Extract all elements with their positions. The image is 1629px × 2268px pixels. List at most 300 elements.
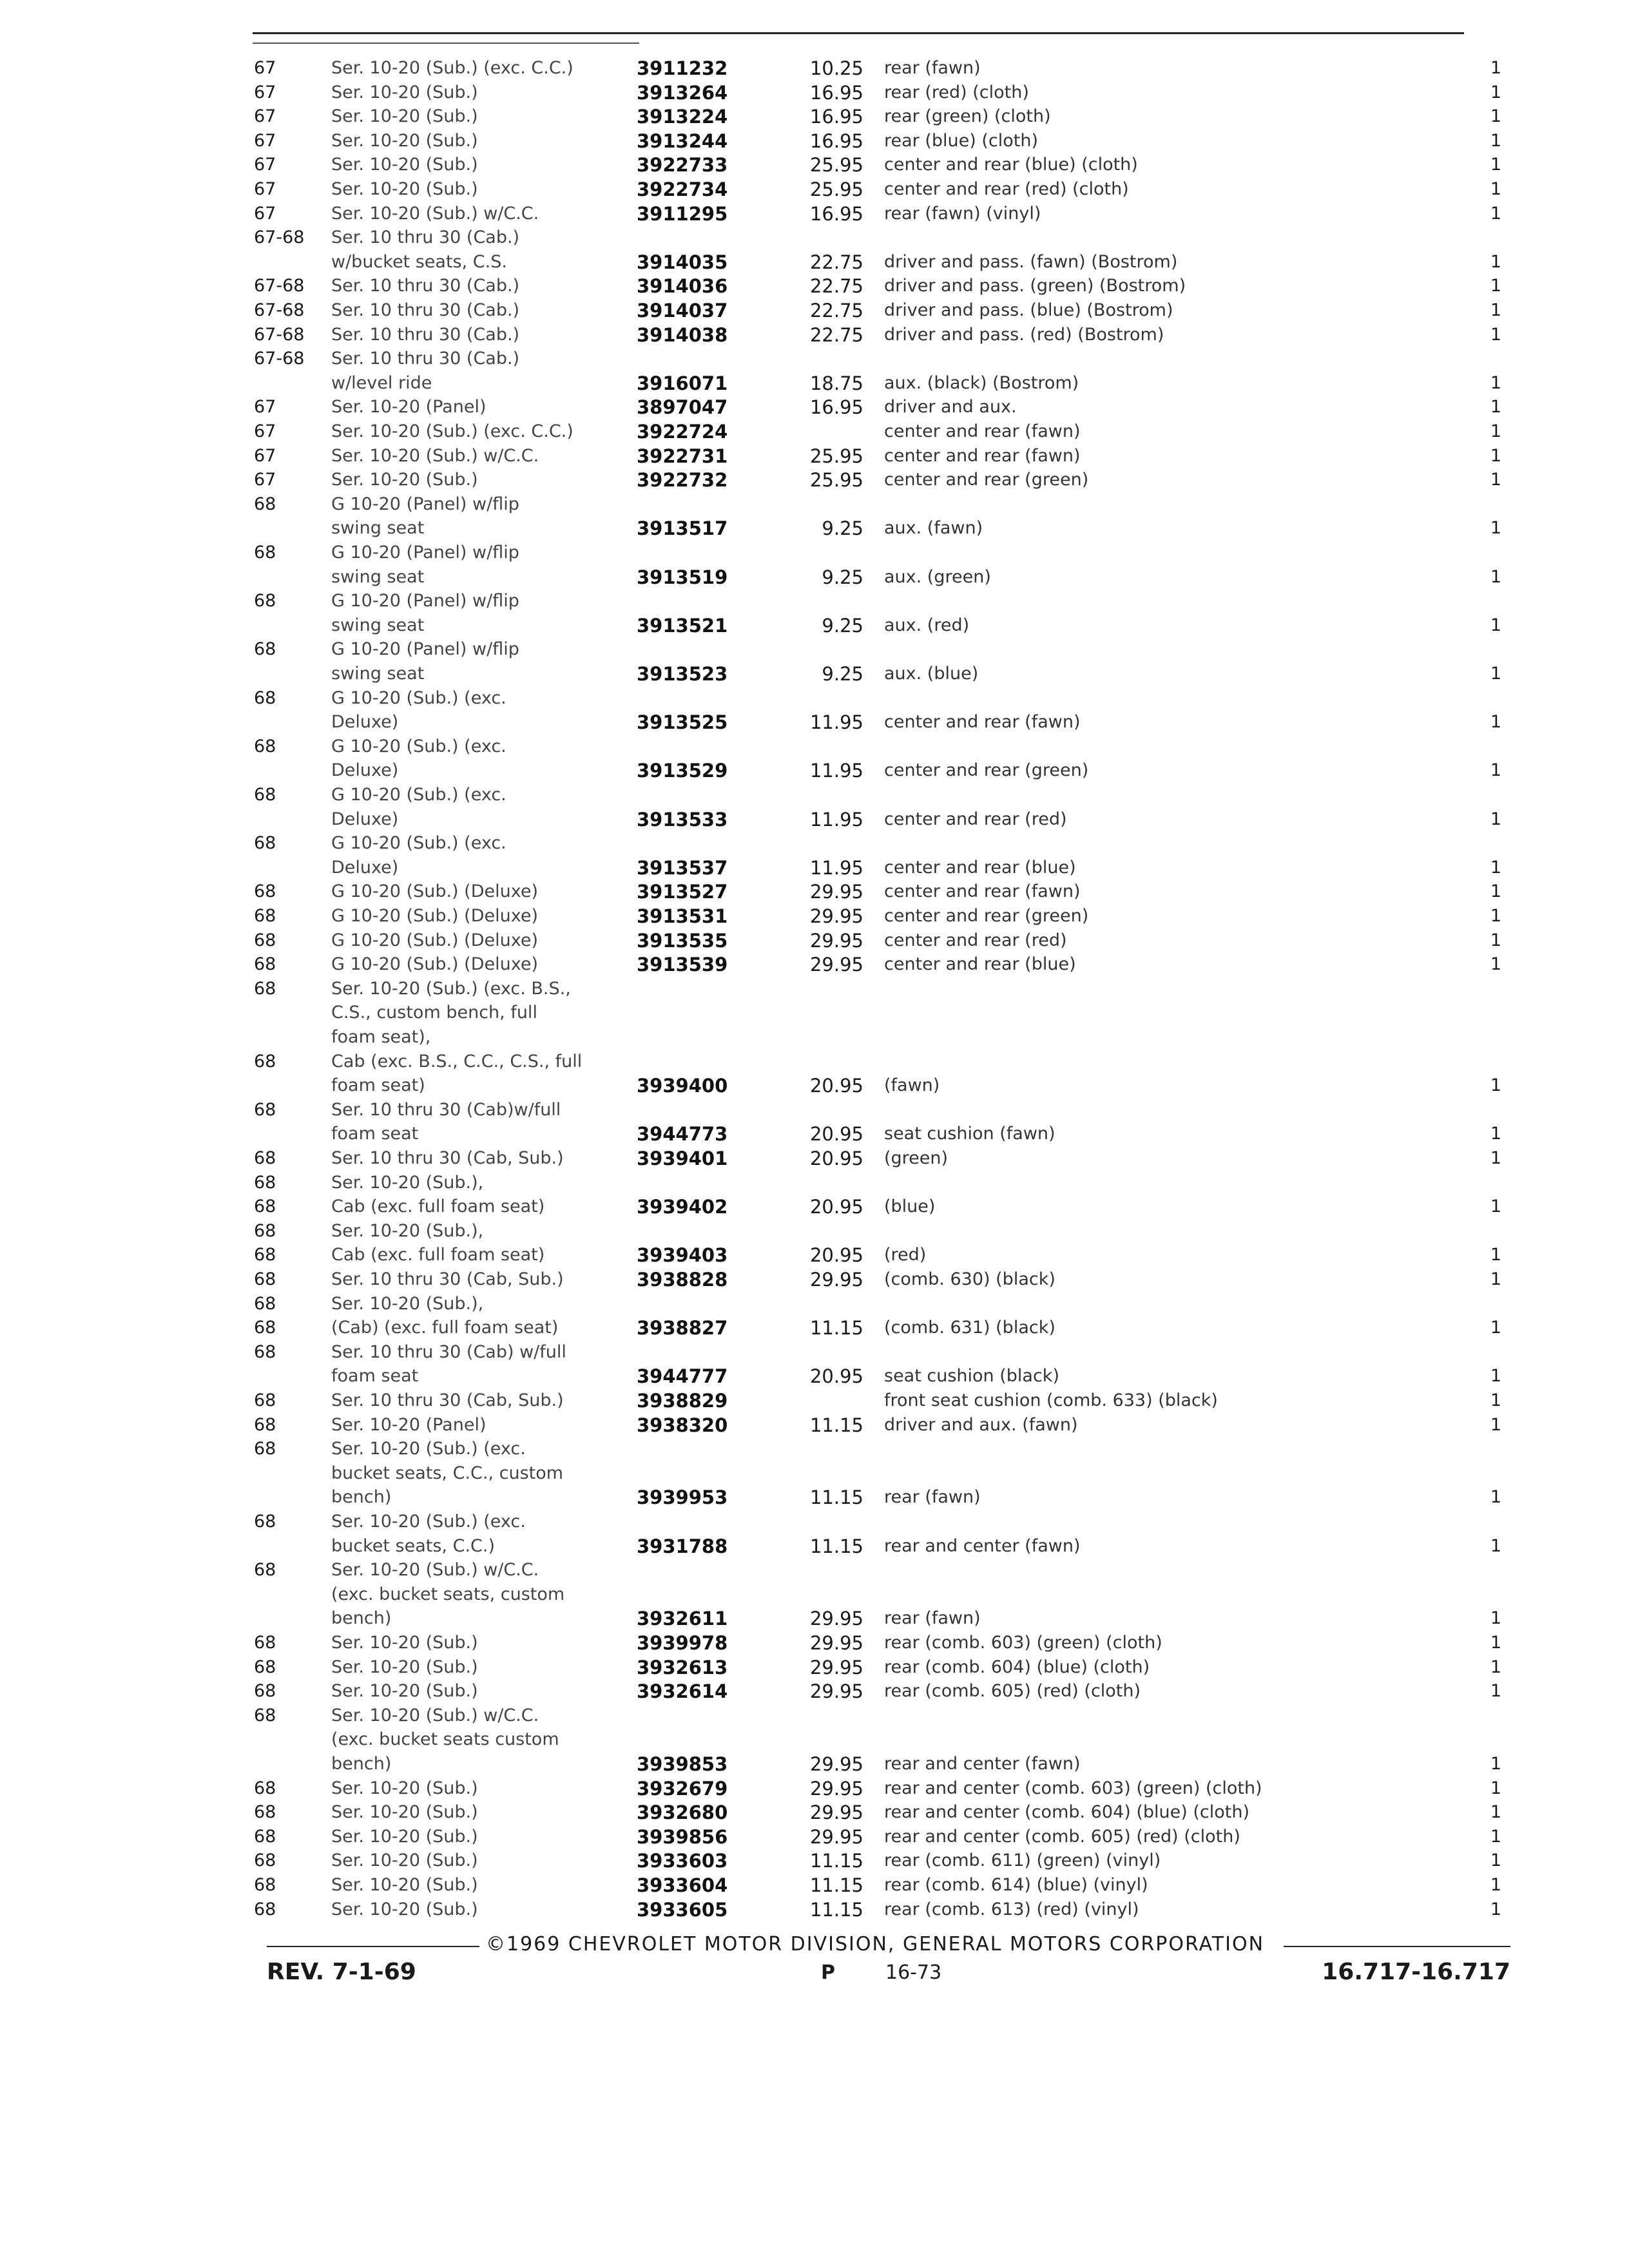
part-number: 3932614 bbox=[637, 1680, 728, 1702]
part-number: 3911295 bbox=[637, 203, 728, 225]
model-year: 67 bbox=[254, 58, 276, 78]
model-description: Ser. 10 thru 30 (Cab, Sub.) bbox=[331, 1390, 564, 1410]
part-number: 3939856 bbox=[637, 1826, 728, 1848]
list-price: 20.95 bbox=[809, 1075, 863, 1097]
item-description: center and rear (green) bbox=[884, 470, 1089, 490]
list-price: 29.95 bbox=[809, 1269, 863, 1291]
part-number: 3933603 bbox=[637, 1850, 728, 1872]
model-year: 68 bbox=[254, 1221, 276, 1241]
model-description: Ser. 10 thru 30 (Cab)w/full bbox=[331, 1100, 561, 1120]
table-row bbox=[0, 1097, 1629, 1123]
table-row bbox=[0, 346, 1629, 372]
model-year: 68 bbox=[254, 1560, 276, 1580]
table-row bbox=[0, 1024, 1629, 1050]
model-description: bucket seats, C.C.) bbox=[331, 1536, 495, 1556]
item-description: rear (fawn) (vinyl) bbox=[884, 204, 1041, 224]
model-description: bench) bbox=[331, 1487, 392, 1507]
part-number: 3913517 bbox=[637, 517, 728, 539]
model-year: 68 bbox=[254, 1294, 276, 1314]
table-row bbox=[0, 1485, 1629, 1510]
model-description: Ser. 10-20 (Sub.) bbox=[331, 106, 478, 126]
model-year: 67 bbox=[254, 82, 276, 102]
list-price: 20.95 bbox=[809, 1148, 863, 1169]
list-price: 16.95 bbox=[809, 82, 863, 104]
item-description: rear (fawn) bbox=[884, 1487, 981, 1507]
table-row bbox=[0, 1170, 1629, 1196]
table-row bbox=[0, 1146, 1629, 1171]
model-description: Ser. 10-20 (Sub.) bbox=[331, 1899, 478, 1919]
quantity: 1 bbox=[1490, 276, 1501, 296]
model-description: Deluxe) bbox=[331, 809, 399, 829]
model-year: 68 bbox=[254, 1245, 276, 1265]
table-row bbox=[0, 976, 1629, 1002]
model-description: Ser. 10-20 (Sub.) bbox=[331, 1875, 478, 1895]
part-number: 3914037 bbox=[637, 300, 728, 322]
item-description: rear (blue) (cloth) bbox=[884, 131, 1038, 151]
table-row bbox=[0, 298, 1629, 323]
list-price: 11.15 bbox=[809, 1486, 863, 1508]
model-year: 68 bbox=[254, 1850, 276, 1870]
list-price: 11.15 bbox=[809, 1414, 863, 1436]
list-price: 16.95 bbox=[809, 203, 863, 225]
list-price: 29.95 bbox=[809, 1826, 863, 1848]
model-year: 67 bbox=[254, 155, 276, 175]
model-year: 68 bbox=[254, 688, 276, 708]
list-price: 16.95 bbox=[809, 396, 863, 418]
item-description: rear (comb. 614) (blue) (vinyl) bbox=[884, 1875, 1148, 1895]
item-description: rear (green) (cloth) bbox=[884, 106, 1051, 126]
table-row bbox=[0, 734, 1629, 760]
table-row bbox=[0, 1315, 1629, 1341]
list-price: 22.75 bbox=[809, 275, 863, 297]
part-number: 3914038 bbox=[637, 324, 728, 346]
model-description: G 10-20 (Panel) w/flip bbox=[331, 591, 519, 611]
model-year: 68 bbox=[254, 1899, 276, 1919]
quantity: 1 bbox=[1490, 179, 1501, 199]
table-row bbox=[0, 1461, 1629, 1486]
model-description: Cab (exc. B.S., C.C., C.S., full bbox=[331, 1052, 583, 1072]
table-row bbox=[0, 540, 1629, 566]
model-description: Ser. 10-20 (Sub.) (exc. C.C.) bbox=[331, 421, 574, 441]
quantity: 1 bbox=[1490, 1608, 1501, 1628]
model-description: Ser. 10-20 (Sub.) bbox=[331, 1827, 478, 1847]
model-year: 67-68 bbox=[254, 276, 305, 296]
quantity: 1 bbox=[1490, 1318, 1501, 1338]
model-description: foam seat bbox=[331, 1124, 419, 1144]
item-description: (comb. 631) (black) bbox=[884, 1318, 1055, 1338]
table-row bbox=[0, 394, 1629, 420]
table-row bbox=[0, 370, 1629, 396]
quantity: 1 bbox=[1490, 300, 1501, 320]
quantity: 1 bbox=[1490, 1850, 1501, 1870]
list-price: 11.15 bbox=[809, 1535, 863, 1557]
model-year: 68 bbox=[254, 1633, 276, 1653]
quantity: 1 bbox=[1490, 421, 1501, 441]
part-number: 3922731 bbox=[637, 445, 728, 467]
model-description: foam seat) bbox=[331, 1075, 425, 1095]
item-description: center and rear (fawn) bbox=[884, 881, 1081, 901]
table-row bbox=[0, 928, 1629, 954]
list-price: 22.75 bbox=[809, 251, 863, 273]
part-number: 3914036 bbox=[637, 275, 728, 297]
model-year: 68 bbox=[254, 1706, 276, 1725]
quantity: 1 bbox=[1490, 252, 1501, 272]
model-description: G 10-20 (Sub.) (Deluxe) bbox=[331, 906, 539, 926]
quantity: 1 bbox=[1490, 204, 1501, 224]
table-row bbox=[0, 1412, 1629, 1438]
model-description: Ser. 10 thru 30 (Cab) w/full bbox=[331, 1342, 566, 1362]
model-year: 67-68 bbox=[254, 227, 305, 247]
model-year: 67 bbox=[254, 470, 276, 490]
quantity: 1 bbox=[1490, 858, 1501, 878]
part-number: 3911232 bbox=[637, 57, 728, 79]
quantity: 1 bbox=[1490, 82, 1501, 102]
table-row bbox=[0, 1533, 1629, 1559]
table-row bbox=[0, 564, 1629, 590]
model-description: Ser. 10-20 (Sub.) bbox=[331, 1681, 478, 1701]
model-year: 68 bbox=[254, 1318, 276, 1338]
model-description: C.S., custom bench, full bbox=[331, 1003, 537, 1023]
quantity: 1 bbox=[1490, 1802, 1501, 1822]
model-year: 68 bbox=[254, 591, 276, 611]
part-number: 3939953 bbox=[637, 1486, 728, 1508]
quantity: 1 bbox=[1490, 518, 1501, 538]
table-row bbox=[0, 1872, 1629, 1898]
list-price: 22.75 bbox=[809, 300, 863, 322]
table-row bbox=[0, 758, 1629, 783]
model-description: G 10-20 (Sub.) (exc. bbox=[331, 736, 506, 756]
model-description: Cab (exc. full foam seat) bbox=[331, 1196, 545, 1216]
list-price: 29.95 bbox=[809, 1632, 863, 1654]
part-number: 3933604 bbox=[637, 1874, 728, 1896]
table-row bbox=[0, 273, 1629, 299]
list-price: 11.15 bbox=[809, 1899, 863, 1921]
list-price: 9.25 bbox=[822, 615, 863, 637]
item-description: front seat cushion (comb. 633) (black) bbox=[884, 1390, 1218, 1410]
part-number: 3939403 bbox=[637, 1244, 728, 1266]
item-description: center and rear (red) (cloth) bbox=[884, 179, 1129, 199]
quantity: 1 bbox=[1490, 906, 1501, 926]
model-description: G 10-20 (Panel) w/flip bbox=[331, 494, 519, 514]
model-year: 68 bbox=[254, 639, 276, 659]
model-description: Ser. 10 thru 30 (Cab.) bbox=[331, 276, 520, 296]
table-row bbox=[0, 831, 1629, 856]
table-row bbox=[0, 1606, 1629, 1631]
item-description: center and rear (red) bbox=[884, 809, 1067, 829]
part-number: 3913535 bbox=[637, 930, 728, 952]
model-description: foam seat), bbox=[331, 1027, 431, 1047]
table-row bbox=[0, 686, 1629, 711]
item-description: rear (comb. 613) (red) (vinyl) bbox=[884, 1899, 1139, 1919]
table-row bbox=[0, 1776, 1629, 1802]
list-price: 25.95 bbox=[809, 445, 863, 467]
part-number: 3939853 bbox=[637, 1753, 728, 1775]
page-number: 16-73 bbox=[885, 1961, 942, 1984]
model-description: Ser. 10 thru 30 (Cab, Sub.) bbox=[331, 1148, 564, 1168]
model-year: 68 bbox=[254, 1390, 276, 1410]
quantity: 1 bbox=[1490, 1827, 1501, 1847]
table-row bbox=[0, 1800, 1629, 1825]
item-description: center and rear (blue) bbox=[884, 858, 1076, 878]
part-number: 3897047 bbox=[637, 396, 728, 418]
model-description: w/level ride bbox=[331, 373, 432, 393]
part-number: 3933605 bbox=[637, 1899, 728, 1921]
item-description: seat cushion (black) bbox=[884, 1366, 1059, 1386]
table-row bbox=[0, 492, 1629, 517]
model-description: swing seat bbox=[331, 664, 425, 684]
model-year: 68 bbox=[254, 1439, 276, 1459]
list-price: 16.95 bbox=[809, 130, 863, 152]
list-price: 29.95 bbox=[809, 1753, 863, 1775]
table-row bbox=[0, 55, 1629, 81]
part-number: 3913533 bbox=[637, 809, 728, 831]
quantity: 1 bbox=[1490, 1778, 1501, 1798]
list-price: 11.15 bbox=[809, 1850, 863, 1872]
model-year: 67 bbox=[254, 179, 276, 199]
table-row bbox=[0, 515, 1629, 541]
part-number: 3938829 bbox=[637, 1390, 728, 1412]
part-number: 3913521 bbox=[637, 615, 728, 637]
model-description: Cab (exc. full foam seat) bbox=[331, 1245, 545, 1265]
list-price: 11.95 bbox=[809, 809, 863, 831]
model-description: Ser. 10-20 (Sub.) w/C.C. bbox=[331, 1560, 539, 1580]
part-number: 3938827 bbox=[637, 1317, 728, 1339]
model-year: 68 bbox=[254, 954, 276, 974]
quantity: 1 bbox=[1490, 615, 1501, 635]
table-row bbox=[0, 1000, 1629, 1026]
model-description: swing seat bbox=[331, 518, 425, 538]
footer-rule-left bbox=[267, 1946, 479, 1947]
item-description: center and rear (fawn) bbox=[884, 421, 1081, 441]
list-price: 29.95 bbox=[809, 1680, 863, 1702]
page-footer bbox=[267, 1959, 1510, 1987]
list-price: 29.95 bbox=[809, 1608, 863, 1629]
table-row bbox=[0, 249, 1629, 275]
model-year: 67 bbox=[254, 131, 276, 151]
model-year: 67 bbox=[254, 397, 276, 417]
list-price: 11.15 bbox=[809, 1874, 863, 1896]
model-description: G 10-20 (Sub.) (Deluxe) bbox=[331, 881, 539, 901]
table-row bbox=[0, 80, 1629, 106]
list-price: 29.95 bbox=[809, 930, 863, 952]
table-row bbox=[0, 1073, 1629, 1099]
part-number: 3938828 bbox=[637, 1269, 728, 1291]
table-row bbox=[0, 1655, 1629, 1680]
model-year: 68 bbox=[254, 1512, 276, 1532]
model-description: Deluxe) bbox=[331, 760, 399, 780]
part-number: 3922724 bbox=[637, 421, 728, 443]
quantity: 1 bbox=[1490, 1366, 1501, 1386]
quantity: 1 bbox=[1490, 1536, 1501, 1556]
list-price: 22.75 bbox=[809, 324, 863, 346]
part-number: 3939402 bbox=[637, 1196, 728, 1218]
part-number: 3932680 bbox=[637, 1802, 728, 1823]
model-description: Ser. 10-20 (Sub.) w/C.C. bbox=[331, 204, 539, 224]
part-number: 3922733 bbox=[637, 154, 728, 176]
model-description: (exc. bucket seats, custom bbox=[331, 1584, 565, 1604]
model-description: Ser. 10-20 (Sub.) (exc. bbox=[331, 1439, 526, 1459]
model-year: 68 bbox=[254, 494, 276, 514]
quantity: 1 bbox=[1490, 1875, 1501, 1895]
quantity: 1 bbox=[1490, 446, 1501, 466]
model-description: Ser. 10-20 (Sub.) w/C.C. bbox=[331, 1706, 539, 1725]
part-number: 3922732 bbox=[637, 469, 728, 491]
quantity: 1 bbox=[1490, 106, 1501, 126]
table-row bbox=[0, 1582, 1629, 1608]
table-row bbox=[0, 903, 1629, 929]
quantity: 1 bbox=[1490, 712, 1501, 732]
item-description: driver and aux. bbox=[884, 397, 1017, 417]
quantity: 1 bbox=[1490, 373, 1501, 393]
revision-date: REV. 7-1-69 bbox=[267, 1959, 416, 1985]
quantity: 1 bbox=[1490, 131, 1501, 151]
table-row bbox=[0, 879, 1629, 905]
model-year: 67 bbox=[254, 204, 276, 224]
table-row bbox=[0, 104, 1629, 130]
quantity: 1 bbox=[1490, 760, 1501, 780]
item-description: driver and pass. (fawn) (Bostrom) bbox=[884, 252, 1178, 272]
item-description: seat cushion (fawn) bbox=[884, 1124, 1055, 1144]
item-description: (fawn) bbox=[884, 1075, 940, 1095]
model-description: Ser. 10-20 (Sub.) bbox=[331, 1802, 478, 1822]
table-row bbox=[0, 1557, 1629, 1583]
quantity: 1 bbox=[1490, 664, 1501, 684]
quantity: 1 bbox=[1490, 58, 1501, 78]
model-description: Deluxe) bbox=[331, 712, 399, 732]
item-description: driver and pass. (red) (Bostrom) bbox=[884, 325, 1164, 345]
table-row bbox=[0, 1049, 1629, 1075]
list-price: 29.95 bbox=[809, 881, 863, 903]
quantity: 1 bbox=[1490, 1075, 1501, 1095]
quantity: 1 bbox=[1490, 809, 1501, 829]
quantity: 1 bbox=[1490, 1269, 1501, 1289]
part-number: 3913523 bbox=[637, 663, 728, 685]
model-description: Ser. 10-20 (Sub.) bbox=[331, 179, 478, 199]
item-description: rear and center (fawn) bbox=[884, 1536, 1081, 1556]
model-year: 68 bbox=[254, 1052, 276, 1072]
model-year: 67-68 bbox=[254, 325, 305, 345]
quantity: 1 bbox=[1490, 954, 1501, 974]
part-number: 3913224 bbox=[637, 106, 728, 128]
model-description: swing seat bbox=[331, 567, 425, 587]
list-price: 9.25 bbox=[822, 517, 863, 539]
part-number: 3913529 bbox=[637, 760, 728, 782]
model-description: Ser. 10-20 (Sub.) bbox=[331, 82, 478, 102]
model-description: (Cab) (exc. full foam seat) bbox=[331, 1318, 559, 1338]
model-description: Ser. 10-20 (Sub.) bbox=[331, 470, 478, 490]
list-price: 16.95 bbox=[809, 106, 863, 128]
quantity: 1 bbox=[1490, 1196, 1501, 1216]
model-description: Ser. 10 thru 30 (Cab.) bbox=[331, 325, 520, 345]
item-description: aux. (red) bbox=[884, 615, 970, 635]
model-year: 68 bbox=[254, 1778, 276, 1798]
list-price: 11.15 bbox=[809, 1317, 863, 1339]
list-price: 9.25 bbox=[822, 663, 863, 685]
list-price: 11.95 bbox=[809, 857, 863, 879]
item-description: rear and center (comb. 603) (green) (cloth) bbox=[884, 1778, 1262, 1798]
item-description: (blue) bbox=[884, 1196, 936, 1216]
model-description: Ser. 10-20 (Sub.) w/C.C. bbox=[331, 446, 539, 466]
model-year: 68 bbox=[254, 979, 276, 999]
model-description: Ser. 10-20 (Panel) bbox=[331, 397, 487, 417]
table-row bbox=[0, 419, 1629, 445]
quantity: 1 bbox=[1490, 1245, 1501, 1265]
top-rule bbox=[253, 32, 1464, 34]
item-description: aux. (blue) bbox=[884, 664, 979, 684]
model-year: 68 bbox=[254, 1196, 276, 1216]
item-description: driver and aux. (fawn) bbox=[884, 1415, 1078, 1435]
item-description: driver and pass. (green) (Bostrom) bbox=[884, 276, 1186, 296]
model-description: bench) bbox=[331, 1608, 392, 1628]
model-year: 68 bbox=[254, 906, 276, 926]
table-row bbox=[0, 613, 1629, 639]
table-row bbox=[0, 855, 1629, 881]
table-row bbox=[0, 128, 1629, 154]
model-description: Ser. 10-20 (Sub.) (exc. C.C.) bbox=[331, 58, 574, 78]
item-description: rear (comb. 604) (blue) (cloth) bbox=[884, 1657, 1150, 1677]
table-row bbox=[0, 588, 1629, 614]
model-year: 68 bbox=[254, 1681, 276, 1701]
model-description: w/bucket seats, C.S. bbox=[331, 252, 507, 272]
table-row bbox=[0, 1242, 1629, 1268]
list-price: 29.95 bbox=[809, 905, 863, 927]
model-description: Ser. 10-20 (Sub.) bbox=[331, 1633, 478, 1653]
quantity: 1 bbox=[1490, 470, 1501, 490]
model-description: G 10-20 (Panel) w/flip bbox=[331, 639, 519, 659]
quantity: 1 bbox=[1490, 1124, 1501, 1144]
model-description: bucket seats, C.C., custom bbox=[331, 1463, 564, 1483]
item-description: rear and center (comb. 605) (red) (cloth) bbox=[884, 1827, 1240, 1847]
item-description: rear (red) (cloth) bbox=[884, 82, 1029, 102]
part-number: 3939401 bbox=[637, 1148, 728, 1169]
quantity: 1 bbox=[1490, 397, 1501, 417]
item-description: center and rear (blue) bbox=[884, 954, 1076, 974]
item-description: aux. (fawn) bbox=[884, 518, 983, 538]
part-number: 3913539 bbox=[637, 954, 728, 975]
item-description: (comb. 630) (black) bbox=[884, 1269, 1055, 1289]
list-price: 11.95 bbox=[809, 711, 863, 733]
top-rule-secondary bbox=[253, 43, 639, 44]
table-row bbox=[0, 1848, 1629, 1874]
list-price: 20.95 bbox=[809, 1123, 863, 1145]
model-year: 68 bbox=[254, 785, 276, 805]
table-row bbox=[0, 322, 1629, 348]
model-year: 68 bbox=[254, 1269, 276, 1289]
list-price: 20.95 bbox=[809, 1196, 863, 1218]
item-description: aux. (green) bbox=[884, 567, 991, 587]
item-description: center and rear (fawn) bbox=[884, 446, 1081, 466]
quantity: 1 bbox=[1490, 1657, 1501, 1677]
list-price: 10.25 bbox=[809, 57, 863, 79]
model-description: Ser. 10-20 (Sub.) bbox=[331, 1850, 478, 1870]
quantity: 1 bbox=[1490, 881, 1501, 901]
item-description: center and rear (blue) (cloth) bbox=[884, 155, 1138, 175]
model-year: 68 bbox=[254, 833, 276, 853]
item-description: (red) bbox=[884, 1245, 927, 1265]
item-description: aux. (black) (Bostrom) bbox=[884, 373, 1079, 393]
part-number: 3932611 bbox=[637, 1608, 728, 1629]
list-price: 29.95 bbox=[809, 954, 863, 975]
model-year: 68 bbox=[254, 1875, 276, 1895]
model-description: Deluxe) bbox=[331, 858, 399, 878]
model-year: 68 bbox=[254, 1802, 276, 1822]
table-row bbox=[0, 1678, 1629, 1704]
model-year: 68 bbox=[254, 1827, 276, 1847]
model-description: Ser. 10-20 (Sub.) bbox=[331, 1778, 478, 1798]
table-row bbox=[0, 1121, 1629, 1147]
part-number: 3938320 bbox=[637, 1414, 728, 1436]
model-year: 68 bbox=[254, 543, 276, 562]
